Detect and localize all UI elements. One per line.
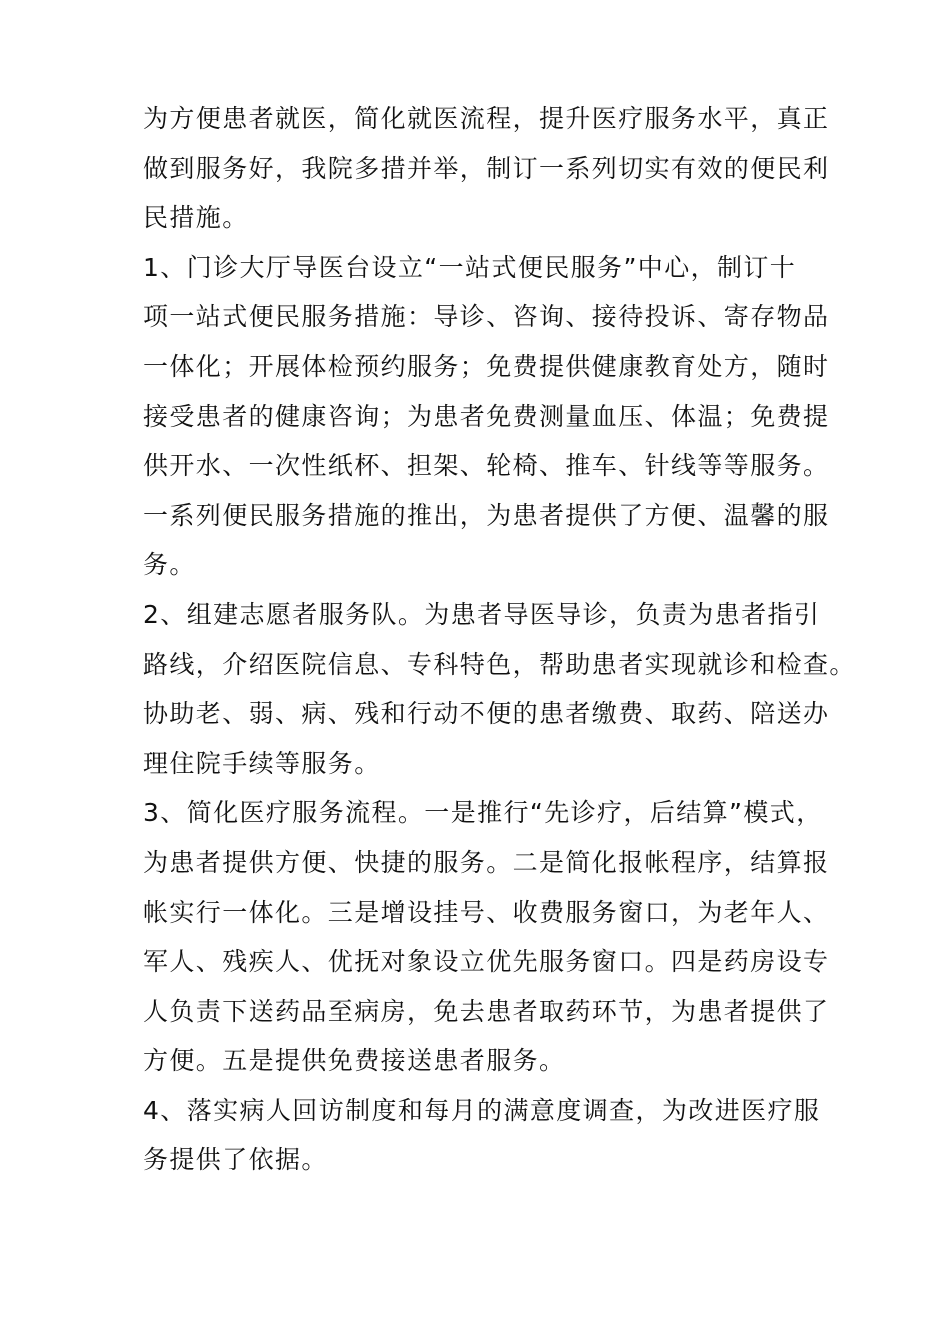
text-line: 一系列便民服务措施的推出，为患者提供了方便、温馨的服 (143, 500, 830, 530)
text-line: 为方便患者就医，简化就医流程，提升医疗服务水平，真正 (143, 104, 830, 133)
text-line: 供开水、一次性纸杯、担架、轮椅、推车、针线等等服务。 (143, 451, 830, 481)
text-line: 项一站式便民服务措施：导诊、咨询、接待投诉、寄存物品 (143, 302, 830, 332)
text-line: 接受患者的健康咨询；为患者免费测量血压、体温；免费提 (143, 401, 830, 431)
text-line: 军人、残疾人、优抚对象设立优先服务窗口。四是药房设专 (143, 947, 830, 977)
text-line: 一体化；开展体检预约服务；免费提供健康教育处方，随时 (143, 351, 830, 381)
text-line: 帐实行一体化。三是增设挂号、收费服务窗口，为老年人、 (143, 897, 830, 927)
paragraph-item-4 (143, 1086, 821, 1185)
text-line: 方便。五是提供免费接送患者服务。 (143, 1046, 566, 1076)
text-line: 务。 (143, 550, 196, 580)
text-line: 4、落实病人回访制度和每月的满意度调查，为改进医疗服 (143, 1095, 821, 1125)
document-body (143, 94, 856, 1185)
text-line: 务提供了依据。 (143, 1145, 328, 1175)
text-line: 3、简化医疗服务流程。一是推行“先诊疗，后结算”模式， (143, 798, 823, 828)
text-line: 协助老、弱、病、残和行动不便的患者缴费、取药、陪送办 (143, 699, 830, 729)
text-line: 为患者提供方便、快捷的服务。二是简化报帐程序，结算报 (143, 847, 830, 877)
text-line: 民措施。 (143, 203, 249, 233)
paragraph-item-1 (143, 243, 830, 590)
paragraph-item-3 (143, 788, 830, 1086)
text-line: 人负责下送药品至病房，免去患者取药环节，为患者提供了 (143, 996, 830, 1026)
text-line: 做到服务好，我院多措并举，制订一系列切实有效的便民利 (143, 153, 830, 183)
paragraph-intro (143, 94, 830, 243)
paragraph-item-2 (143, 590, 856, 788)
text-line: 理住院手续等服务。 (143, 748, 381, 778)
text-line: 路线，介绍医院信息、专科特色，帮助患者实现就诊和检查。 (143, 649, 856, 679)
text-line: 2、组建志愿者服务队。为患者导医导诊，负责为患者指引 (143, 599, 821, 629)
text-line: 1、门诊大厅导医台设立“一站式便民服务”中心，制订十 (143, 252, 797, 282)
